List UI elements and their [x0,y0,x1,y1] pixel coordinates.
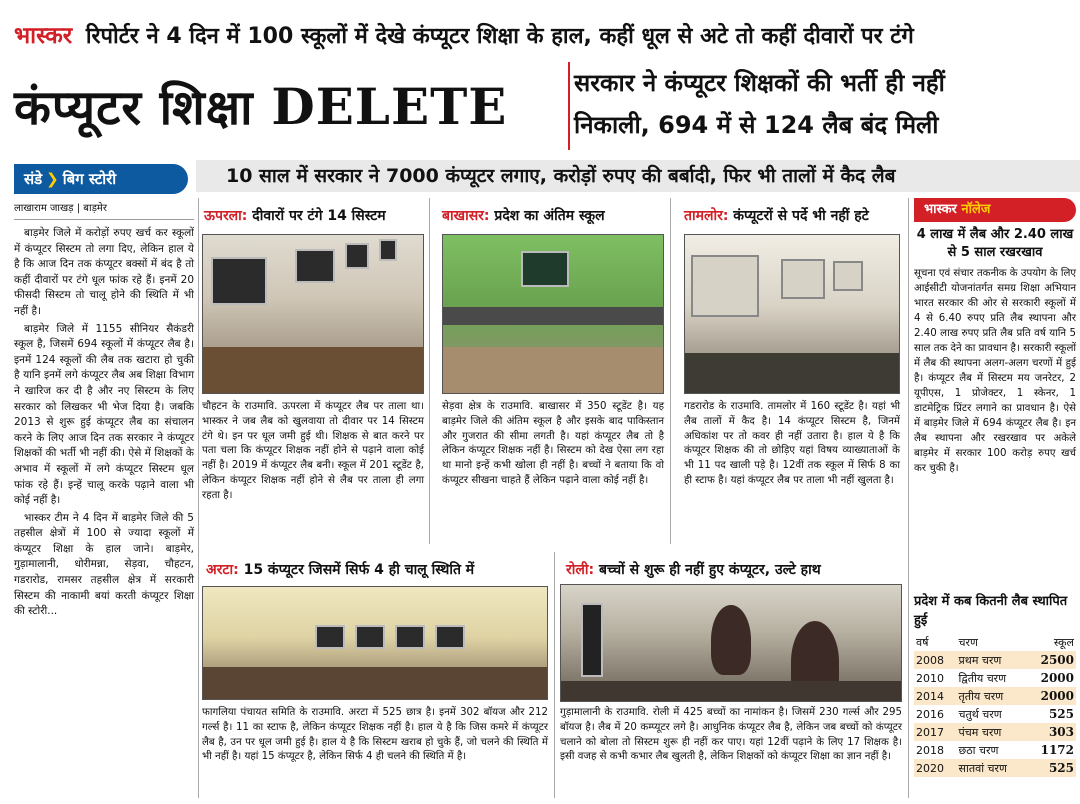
brand-name: भास्कर [14,23,73,49]
strap-headline: 10 साल में सरकार ने 7000 कंप्यूटर लगाए, करोड़ों रुपए की बर्बादी, फिर भी तालों में कैद लैब [196,160,1080,192]
table-row: 2014 तृतीय चरण 2000 [916,689,1074,703]
sub-headline-line-1: सरकार ने कंप्यूटर शिक्षकों की भर्ती ही नहीं [574,69,945,97]
caption-arta: फागलिया पंचायत समिति के राउमावि. अरटा में 525 छात्र है। इनमें 302 बॉयज और 212 गर्ल्स है। 11 का स्टाफ है, लेकिन कंप्यूटर शिक्षक नहीं है। हाल ये है कि जिस कमरे में कंप्यूटर लैब है, उन पर धूल जमी हुई है। हाल ये है कि सिस्टम खराब हो चुके हैं, जो चलने की स्थिति में भी नहीं है। यहां 15 कंप्यूटर है, लेकिन सिर्फ 4 ही चलने की स्थिति में है। [202,707,548,763]
column-divider [554,552,555,798]
byline-place: बाड़मेर [83,203,107,214]
column-divider [670,198,671,544]
photo-uparla-lab [202,234,424,394]
caption-uparla: चौहटन के राउमावि. ऊपरला में कंप्यूटर लैब पर ताला था। भास्कर ने जब लैब को खुलवाया तो दीवार पर 14 सिस्टम टंगे थे। इन पर धूल जमी हुई थी। शिक्षक से बात करने पर पता चला कि कंप्यूटर शिक्षक नहीं होने से पढ़ाने वाला कोई नहीं है। 2019 में कंप्यूटर लैब बनी। स्कूल में 201 स्टूडेंट है, लेकिन कंप्यूटर शिक्षक नहीं होने से लैब पर ताला ही लगा रहता है। [202,401,424,501]
tag-right: बिग स्टोरी [62,170,117,188]
main-headline [14,58,568,156]
knowledge-heading: 4 लाख में लैब और 2.40 लाख से 5 साल रखरखाव [916,227,1074,260]
section-heading-uparla: ऊपरला: दीवारों पर टंगे 14 सिस्टम [204,208,386,224]
story-paragraph: भास्कर टीम ने 4 दिन में बाड़मेर जिले की 5 तहसील क्षेत्रों में 100 से ज्यादा स्कूलों में कंप्यूटर शिक्षा के हाल जाने। बाड़मेर, गुड़ामालानी, धोरीमन्ना, सेड़वा, चौहटन, गडरारोड, रामसर तहसील क्षेत्र में सरकारी सिस्टम की नाकामी बयां करती कंप्यूटर शिक्षा की स्टोरी... [14,511,194,618]
knowledge-tag: भास्कर नॉलेज [914,198,1076,222]
table-header: वर्ष [916,636,929,649]
kicker-text: रिपोर्टर ने 4 दिन में 100 स्कूलों में देखे कंप्यूटर शिक्षा के हाल, कहीं धूल से अटे तो कहीं दीवारों पर टंगे [85,24,914,49]
lab-table [914,634,1076,777]
main-story [14,226,194,622]
photo-arta-lab [202,586,548,700]
sub-headline [574,62,1074,146]
photo-tamlor-lab [684,234,900,394]
story-paragraph: बाड़मेर जिले में 1155 सीनियर सैकंडरी स्कूल है, जिसमें 694 स्कूलों में कंप्यूटर लैब है। इनमें 124 स्कूलों की लैब तक खटारा हो चुकी है यानि इनमें लगे कंप्यूटर लैब अब शिक्षा विभाग ने खारिज कर दी है और नए सिस्टम के लिए सरकार को लिखकर भी भेज दिया है। जबकि 2013 से शुरू हुई कंप्यूटर लैब का संचालन करने के लिए आज दिन तक सरकार ने कंप्यूटर शिक्षकों की भर्ती भी नहीं की। ऐसे में शिक्षकों के अभाव में स्कूलों में लगे कंप्यूटर सिस्टम धूल फांक रहे हैं। इन्हें चालू करके पढ़ाने वाला भी कोई नहीं है। [14,322,194,507]
section-heading-roli: रोली: बच्चों से शुरू ही नहीं हुए कंप्यूटर, उल्टे हाथ [566,562,821,578]
section-heading-bakhasar: बाखासर: प्रदेश का अंतिम स्कूल [442,208,605,224]
section-tag [14,164,188,194]
byline-name: लाखाराम जाखड़ [14,203,74,214]
column-divider [429,198,430,544]
column-divider [908,198,909,798]
section-heading-arta: अरटा: 15 कंप्यूटर जिसमें सिर्फ 4 ही चालू स्थिति में [206,562,475,578]
table-row: 2017 पंचम चरण 303 [916,725,1074,739]
table-row: 2010 द्वितीय चरण 2000 [916,671,1074,685]
tag-left: संडे [24,170,43,188]
headline-word: DELETE [271,77,508,136]
section-heading-tamlor: तामलोर: कंप्यूटरों से पर्दे भी नहीं हटे [684,208,869,224]
table-row: 2018 छठा चरण 1172 [916,743,1074,757]
sub-headline-line-2: निकाली, 694 में से 124 लैब बंद मिली [574,111,939,139]
column-divider [198,198,199,798]
table-header: चरण [958,636,978,649]
photo-roli-lab [560,584,902,702]
headline-main: कंप्यूटर शिक्षा [14,80,254,136]
byline: लाखाराम जाखड़ | बाड़मेर [14,200,194,220]
tag-separator-icon: ❯ [46,170,59,188]
table-row: 2008 प्रथम चरण 2500 [916,653,1074,667]
table-header-row [914,634,1076,651]
photo-bakhasar-lab [442,234,664,394]
headline-divider [568,62,570,150]
caption-tamlor: गडरारोड के राउमावि. तामलोर में 160 स्टूडेंट है। यहां भी लैब तालों में कैद है। 14 कंप्यूटर सिस्टम है, जिनमें अधिकांश पर तो कवर ही नहीं उतारा है। हाल ये है कि कंप्यूटर शिक्षक की तो छोड़िए यहां विषय व्याख्याताओं के भी 11 पद खाली पड़े है। 12वीं तक स्कूल में सिर्फ 8 का ही स्टाफ है। यहां कंप्यूटर लैब पर ताला भी नहीं खुलता है। [684,401,900,486]
table-row: 2020 सातवां चरण 525 [916,761,1074,775]
caption-roli: गुड़ामालानी के राउमावि. रोली में 425 बच्चों का नामांकन है। जिसमें 230 गर्ल्स और 295 बॉयज है। लैब में 20 कम्प्यूटर लगे है। आधुनिक कंप्यूटर लैब है, लेकिन जब बच्चों को कंप्यूटर चलाने को बोला तो सिस्टम शुरू ही नहीं कर पाए। यहां 12वीं पढ़ाने के लिए 17 शिक्षक है। इसी वजह से कभी कभार लैब खुलती है, लेकिन शिक्षकों को कंप्यूटर शिक्षा का ज्ञान नहीं है। [560,707,902,763]
table-header: स्कूल [1053,636,1074,649]
story-paragraph: बाड़मेर जिले में करोड़ों रुपए खर्च कर स्कूलों में कंप्यूटर सिस्टम तो लगा दिए, लेकिन हाल ये है कि आज दिन तक कंप्यूटर बक्सों में बंद है तो कहीं दीवारों पर टंगे धूल फांक रहे हैं। इनमें 20 फीसदी सिस्टम तो चालू होने की स्थिति में भी नहीं है। [14,227,194,317]
caption-bakhasar: सेड़वा क्षेत्र के राउमावि. बाखासर में 350 स्टूडेंट है। यह बाड़मेर जिले की अंतिम स्कूल है और इसके बाद पाकिस्तान और गुजरात की सीमा लगती है। यहां कंप्यूटर लैब तो है लेकिन कंप्यूटर शिक्षक नहीं है। सिस्टम को देख ऐसा लग रहा था मानो इन्हें कभी खोला ही नहीं है। बच्चों ने बताया कि वो कंप्यूटर सीखना चाहते हैं लेकिन पढ़ाने वाला कोई नहीं है। [442,401,664,486]
table-title: प्रदेश में कब कितनी लैब स्थापित हुई [914,594,1068,628]
kicker-line [14,18,1074,52]
table-row: 2016 चतुर्थ चरण 525 [916,707,1074,721]
knowledge-body: सूचना एवं संचार तकनीक के उपयोग के लिए आईसीटी योजनांतर्गत समग्र शिक्षा अभियान भारत सरकार की ओर से सरकारी स्कूलों में 4 से 6.40 रुपए प्रति लैब स्थापना और 2.40 लाख रुपए प्रति लैब प्रति वर्ष यानि 5 साल तक देने का प्रावधान है। सरकारी स्कूलों में लैब की स्थापना अलग-अलग चरणों में हुई है। कंप्यूटर लैब में सिस्टम मय जनरेटर, 2 यूपीएस, 1 प्रोजेक्टर, 1 स्केनर, 1 डाटमेट्रिक प्रिंटर लगाने का प्रावधान है। ऐसे में बाड़मेर जिले में 694 कंप्यूटर लैब है। इन लैब स्थापना और रखरखाव पर अकेले बाड़मेर में सरकार 100 करोड़ रुपए खर्च कर चुकी है। [914,268,1077,474]
